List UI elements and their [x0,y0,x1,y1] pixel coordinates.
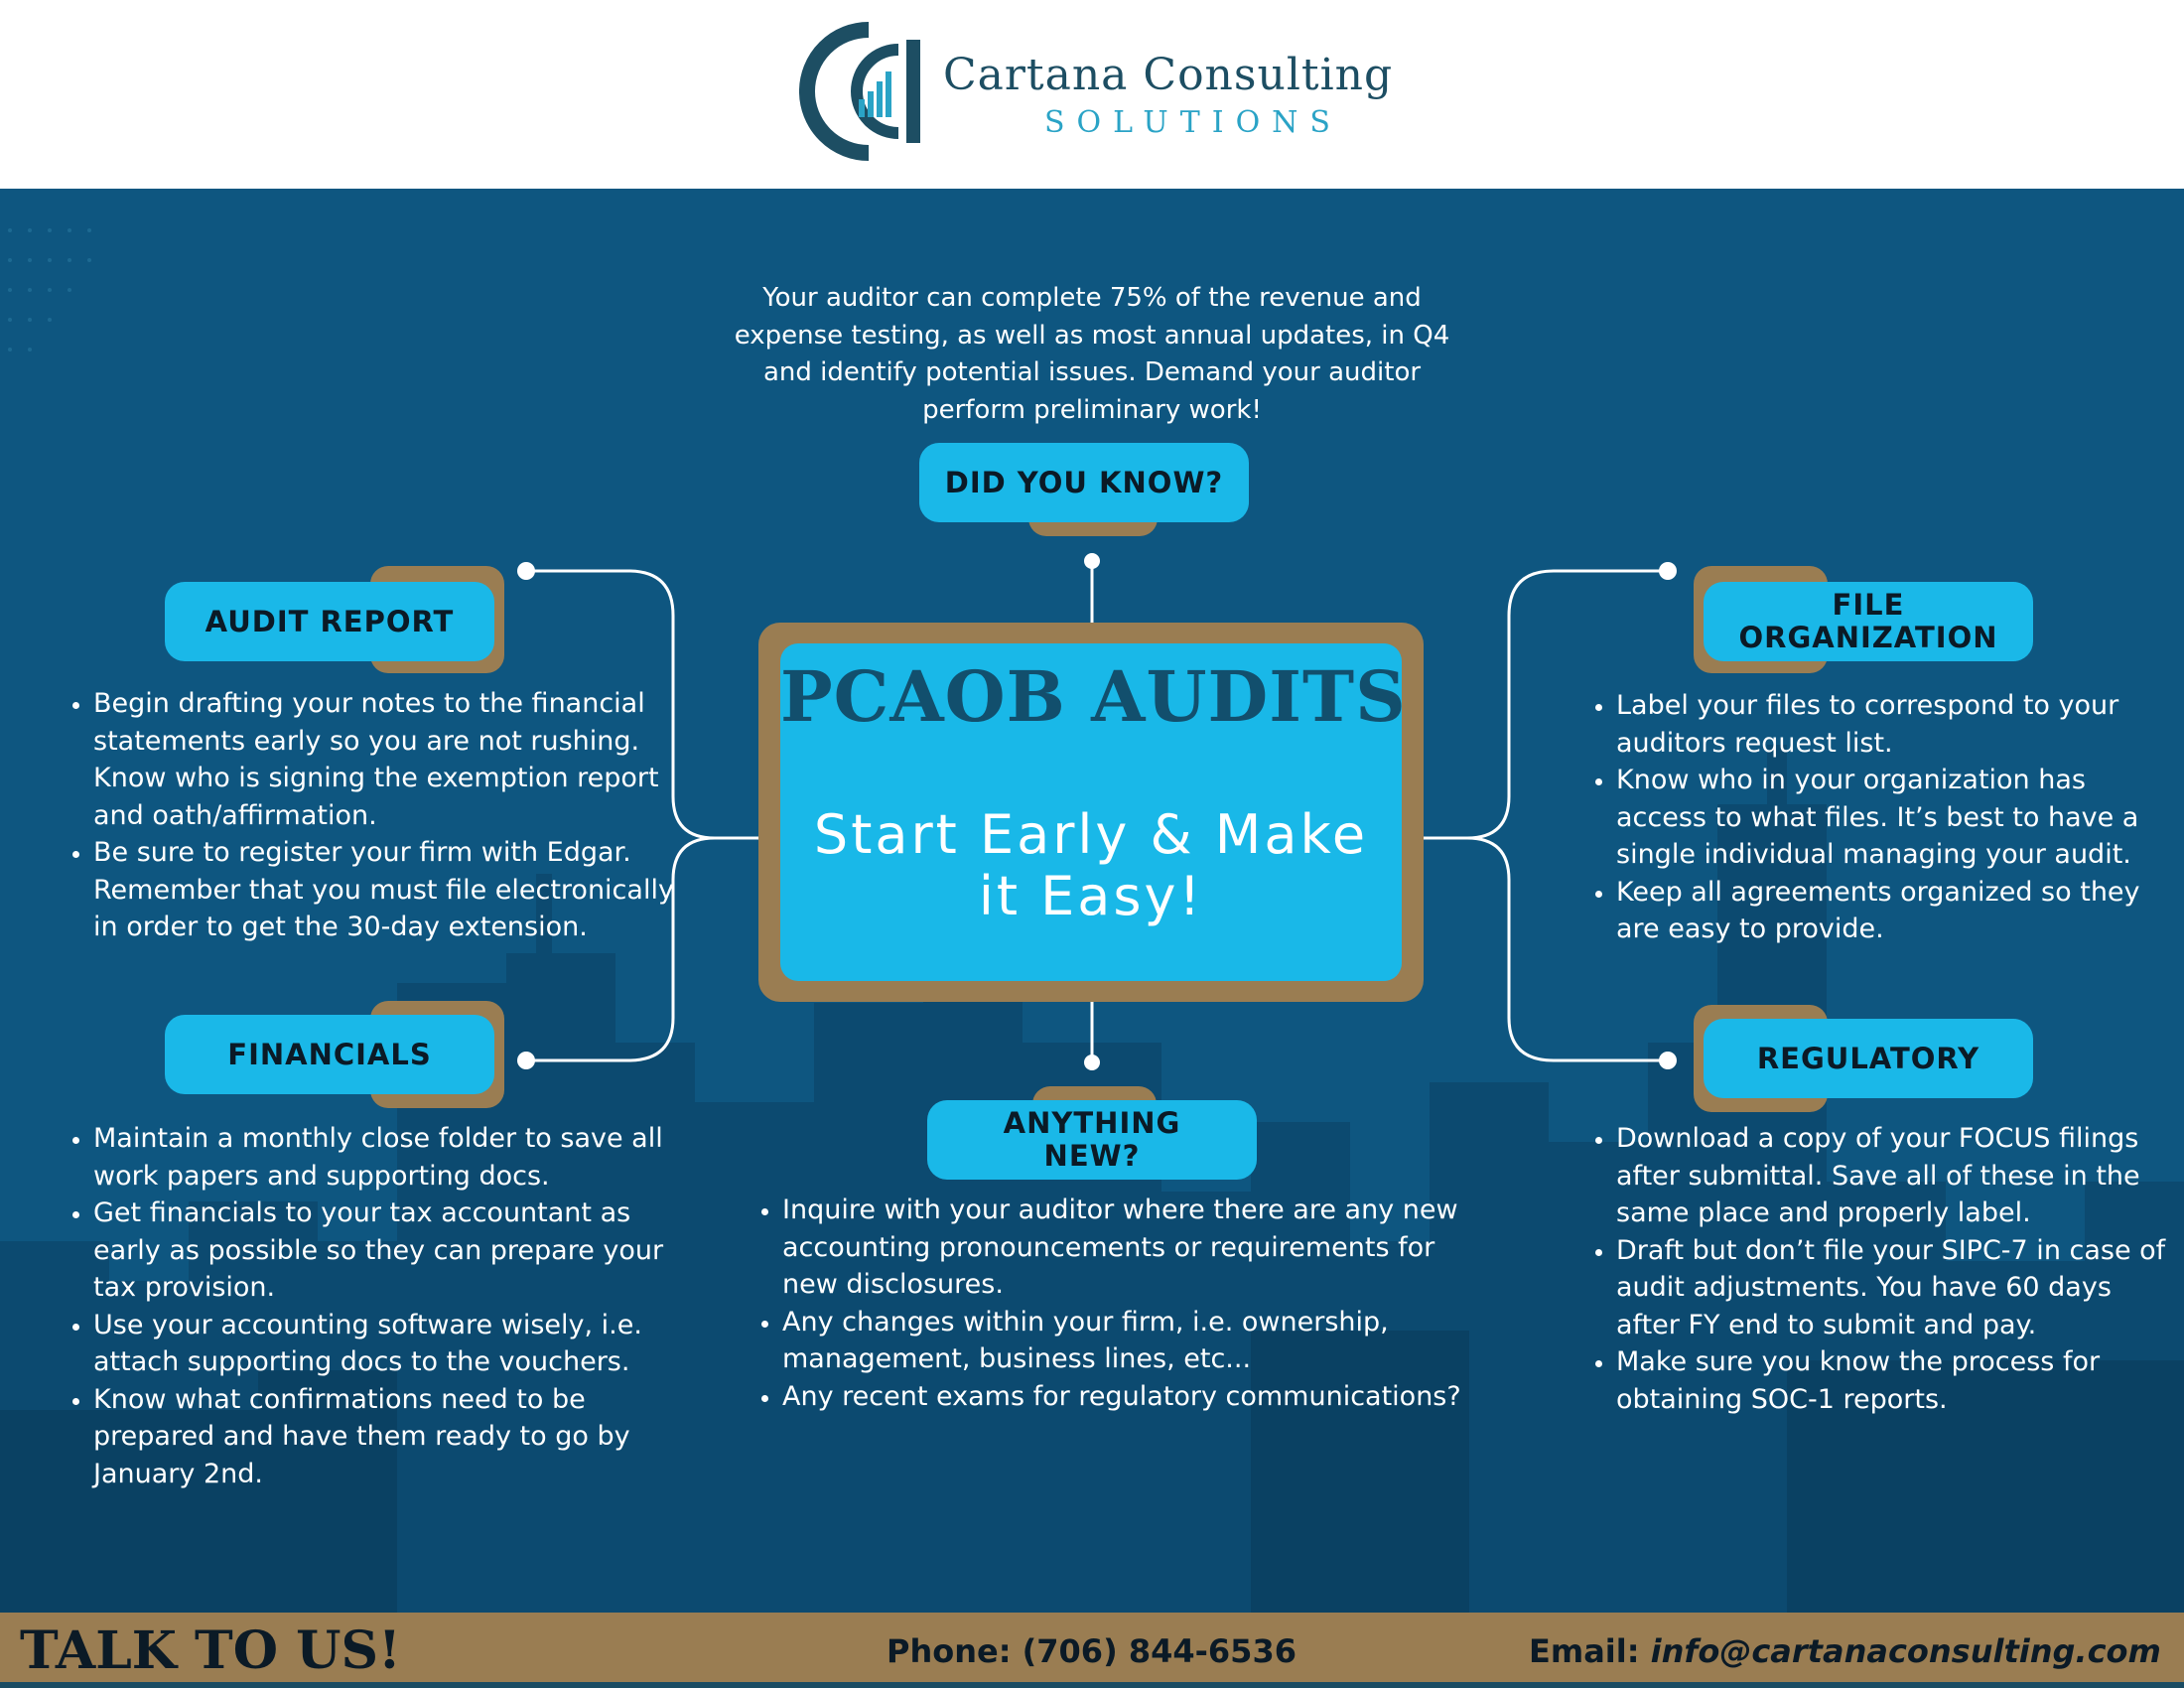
financials-pill: FINANCIALS [165,1015,494,1094]
list-item: • Get financials to your tax accountant as early as possible so they can prepare your tax provision. [93,1195,689,1307]
file-organization-label-line1: FILE [1832,588,1905,622]
footer [0,1613,2184,1688]
list-item: • Begin drafting your notes to the financial statements early so you are not rushing. Know who is signing the exemption report and oath/affirmation. [93,685,689,834]
list-item: • Keep all agreements organized so they are easy to provide. [1616,874,2172,948]
main-panel [0,189,2184,1613]
list-item: • Any changes within your firm, i.e. ownership, management, business lines, etc... [782,1304,1497,1378]
center-title: PCAOB AUDITS [780,655,1407,738]
list-item: • Maintain a monthly close folder to save all work papers and supporting docs. [93,1120,689,1195]
email-contact[interactable] [1529,1632,2161,1670]
brand-name: Cartana Consulting [943,50,1394,100]
brand-subtitle: SOLUTIONS [1044,105,1342,140]
file-organization-label-line2: ORGANIZATION [1738,621,1998,654]
audit-report-pill: AUDIT REPORT [165,582,494,661]
list-item: • Label your files to correspond to your auditors request list. [1616,687,2172,762]
financials-list [60,1120,689,1492]
footer-bottom-stripe [0,1682,2184,1688]
file-organization-list [1582,687,2172,948]
list-item: • Use your accounting software wisely, i.e. attach supporting docs to the vouchers. [93,1307,689,1381]
anything-new-label-line1: ANYTHING [1003,1106,1181,1140]
email-link[interactable]: info@cartanaconsulting.com [1650,1632,2161,1670]
list-item: • Draft but don’t file your SIPC-7 in case of audit adjustments. You have 60 days after FY end to submit and pay. [1616,1232,2172,1344]
list-item: • Download a copy of your FOCUS filings after submittal. Save all of these in the same place and properly label. [1616,1120,2172,1232]
audit-report-list [60,685,689,946]
talk-to-us-heading: TALK TO US! [20,1620,401,1681]
anything-new-label-line2: NEW? [1043,1139,1141,1173]
email-label: Email: [1529,1632,1651,1670]
cc-logo-icon [799,22,933,161]
anything-new-list [749,1192,1497,1415]
header [0,0,2184,189]
list-item: • Any recent exams for regulatory communications? [782,1378,1497,1416]
list-item: • Make sure you know the process for obtaining SOC-1 reports. [1616,1343,2172,1418]
center-subtitle: Start Early & Make it Easy! [813,803,1369,927]
did-you-know-text: Your auditor can complete 75% of the revenue and expense testing, as well as most annual updates, in Q4 and identify potential issues. Demand your auditor perform preliminary work! [734,283,1450,425]
list-item: • Know what confirmations need to be prepared and have them ready to go by January 2nd. [93,1381,689,1493]
regulatory-pill: REGULATORY [1704,1019,2033,1098]
regulatory-list [1582,1120,2172,1418]
did-you-know-pill: DID YOU KNOW? [919,443,1249,522]
file-organization-pill [1704,582,2033,661]
anything-new-pill [927,1100,1257,1180]
phone-number[interactable]: Phone: (706) 844-6536 [887,1632,1297,1670]
list-item: • Be sure to register your firm with Edgar. Remember that you must file electronically in order to get the 30-day extension. [93,834,689,946]
list-item: • Know who in your organization has access to what files. It’s best to have a single individual managing your audit. [1616,762,2172,874]
list-item: • Inquire with your auditor where there are any new accounting pronouncements or requirements for new disclosures. [782,1192,1497,1304]
